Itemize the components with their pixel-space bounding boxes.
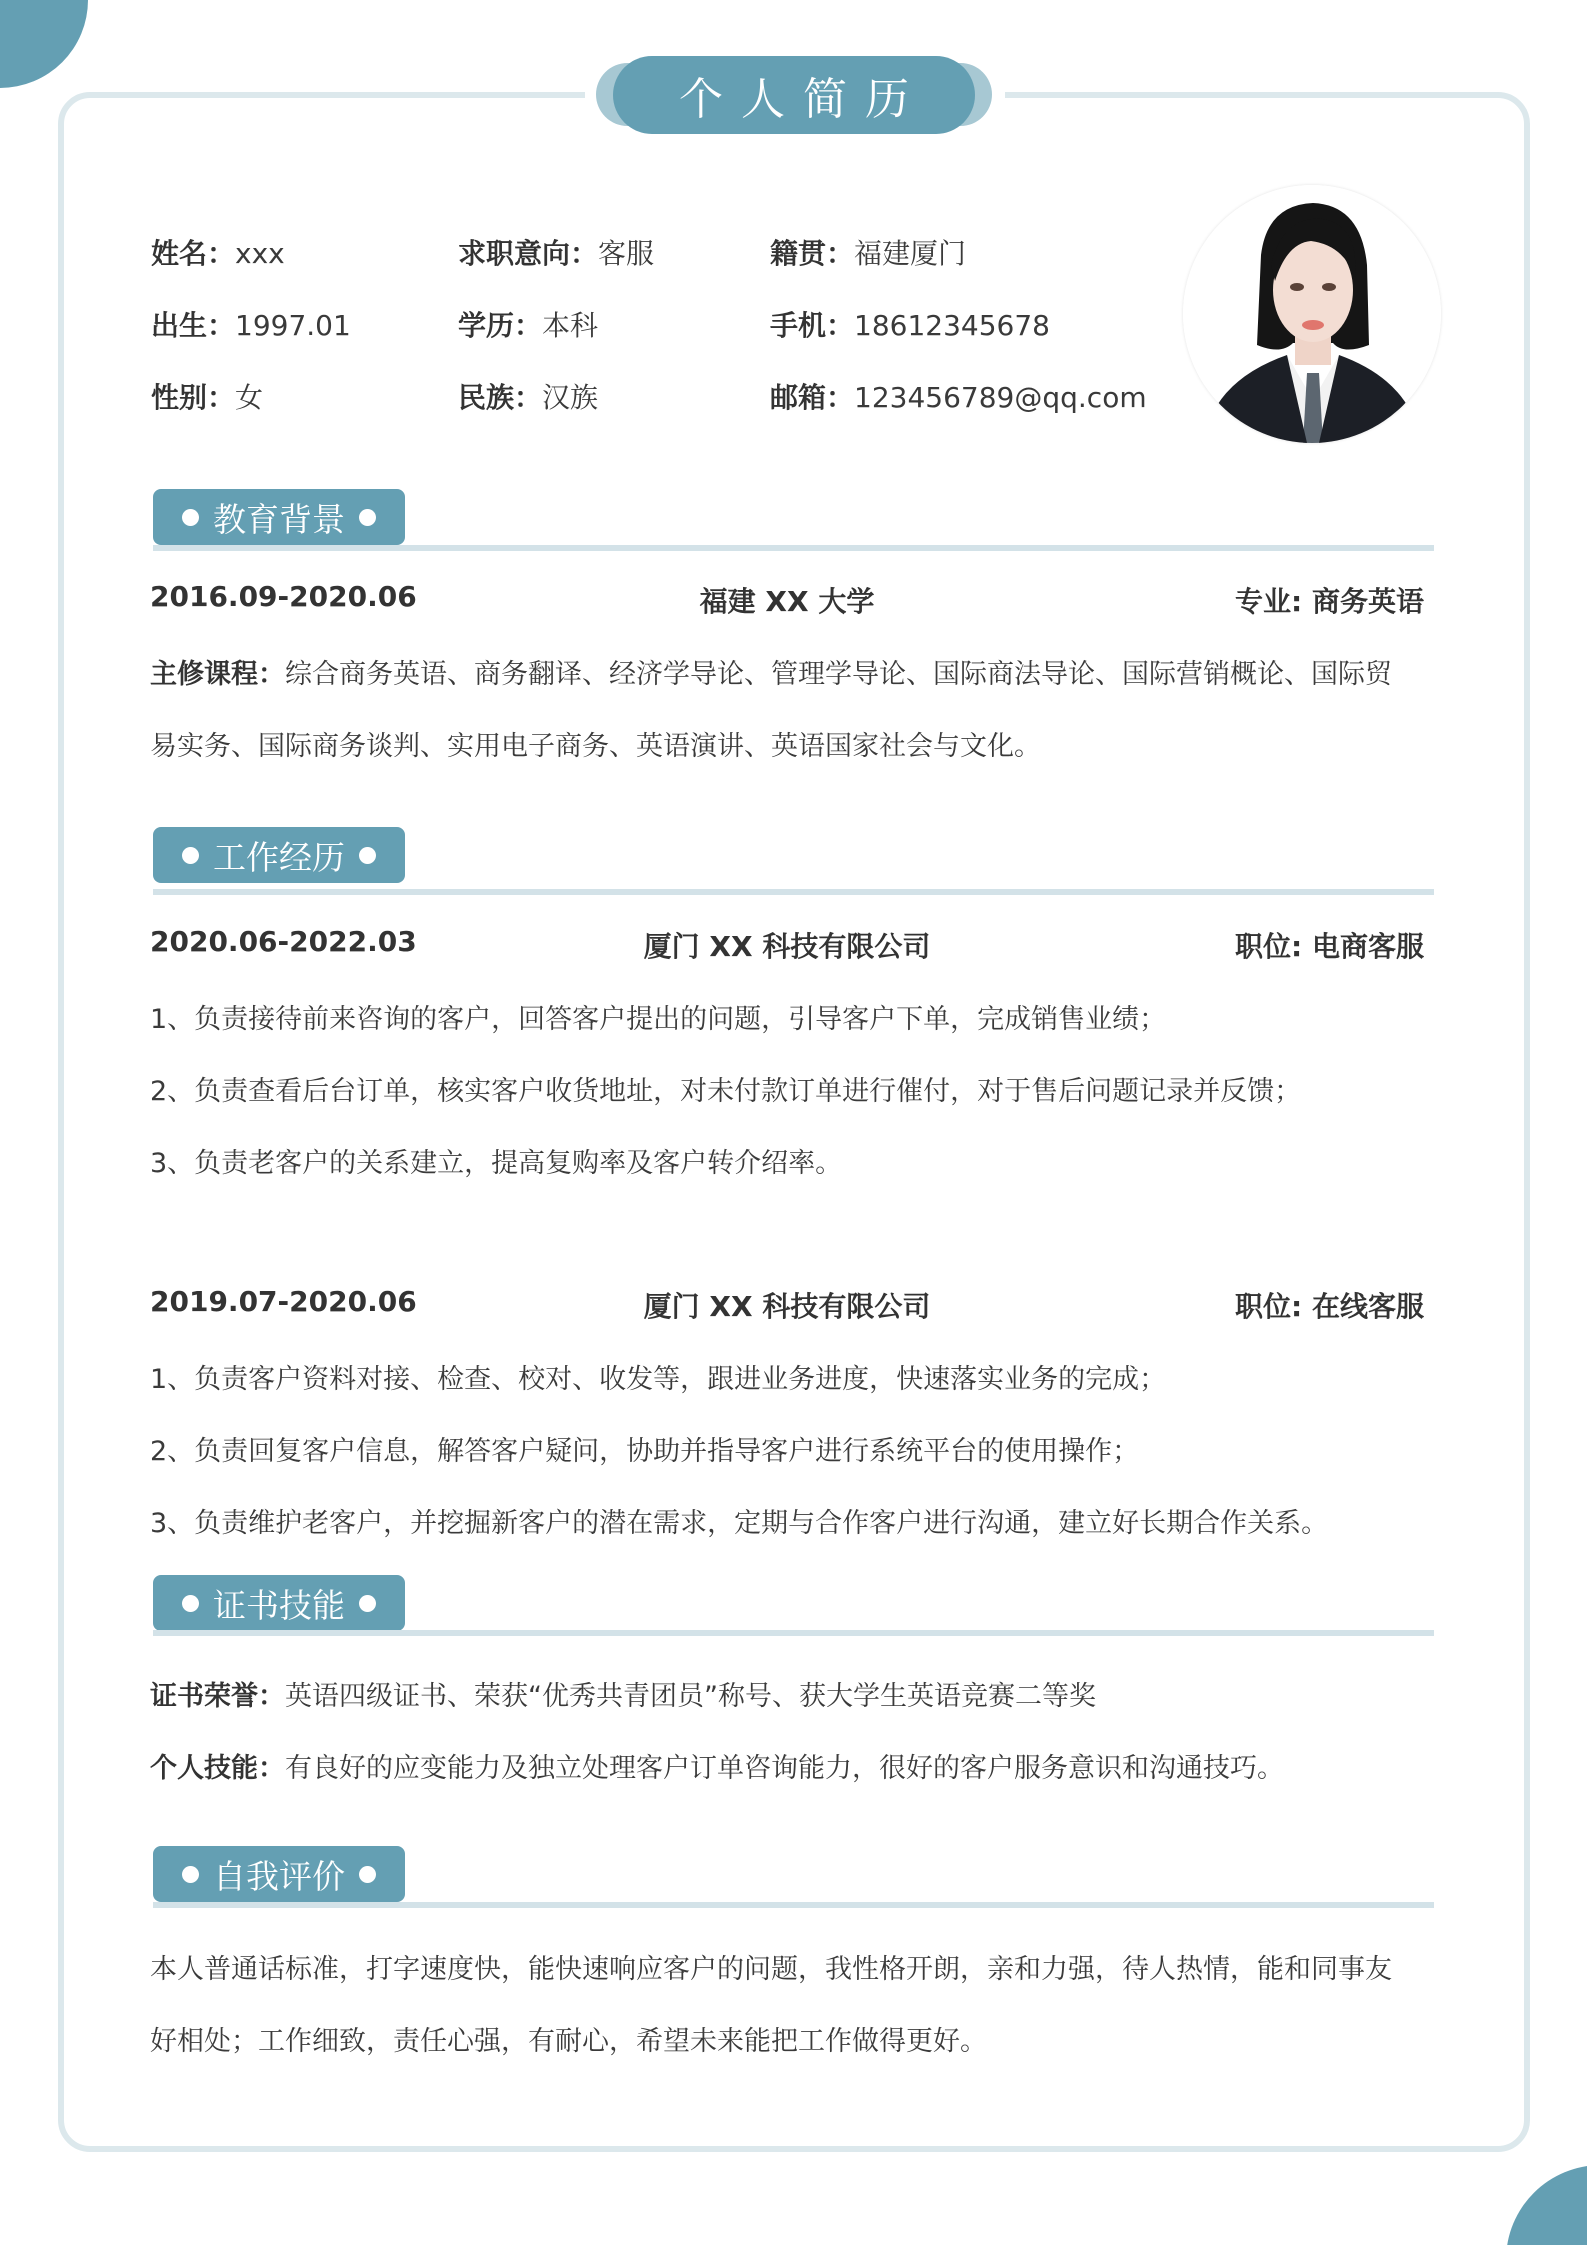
section-header-education [153, 489, 405, 545]
info-native-place [770, 232, 966, 272]
info-phone-value: 18612345678 [854, 309, 1050, 342]
education-row [150, 580, 1424, 620]
education-courses-label: 主修课程： [150, 659, 285, 690]
self-eval-line1: 本人普通话标准，打字速度快，能快速响应客户的问题，我性格开朗，亲和力强，待人热情，能和同事友 [150, 1954, 1392, 1985]
info-ethnicity-label: 民族： [458, 381, 543, 414]
info-job-intent [458, 232, 654, 272]
info-ethnicity-value: 汉族 [542, 381, 599, 414]
bullet-dot-icon [359, 847, 376, 864]
skills-personal-value: 有良好的应变能力及独立处理客户订单咨询能力，很好的客户服务意识和沟通技巧。 [285, 1753, 1284, 1784]
education-school: 福建 XX 大学 [699, 585, 875, 618]
education-period: 2016.09-2020.06 [150, 580, 417, 613]
work-job-1-duty: 3、负责老客户的关系建立，提高复购率及客户转介绍率。 [150, 1148, 843, 1179]
info-native-place-value: 福建厦门 [854, 237, 967, 270]
decorative-corner-circle-top-left [0, 0, 88, 88]
skills-personal [150, 1746, 1284, 1785]
section-header-self-eval [153, 1846, 405, 1902]
portrait-photo [1183, 185, 1441, 443]
section-divider [153, 1630, 1434, 1636]
section-header-work [153, 827, 405, 883]
skills-certificates-label: 证书荣誉： [150, 1681, 285, 1712]
work-job-1-period: 2020.06-2022.03 [150, 925, 417, 958]
work-job-2-period: 2019.07-2020.06 [150, 1285, 417, 1318]
work-job-1-position: 职位: 电商客服 [1235, 930, 1424, 963]
work-job-2-position: 职位: 在线客服 [1235, 1290, 1424, 1323]
work-job-2-company: 厦门 XX 科技有限公司 [643, 1290, 931, 1323]
work-job-2-duty: 3、负责维护老客户，并挖掘新客户的潜在需求，定期与合作客户进行沟通，建立好长期合作关系。 [150, 1508, 1329, 1539]
info-birth-value: 1997.01 [235, 309, 351, 342]
section-header-skills [153, 1575, 405, 1631]
info-email-label: 邮箱： [770, 381, 855, 414]
skills-certificates-value: 英语四级证书、荣获“优秀共青团员”称号、获大学生英语竞赛二等奖 [285, 1681, 1096, 1712]
work-job-2-row [150, 1285, 1424, 1325]
bullet-dot-icon [359, 509, 376, 526]
section-title-self-eval: 自我评价 [213, 1856, 345, 1896]
info-phone-label: 手机： [770, 309, 855, 342]
info-gender-value: 女 [235, 381, 264, 414]
work-job-2-duty: 2、负责回复客户信息，解答客户疑问，协助并指导客户进行系统平台的使用操作； [150, 1436, 1140, 1467]
section-title-skills: 证书技能 [213, 1585, 345, 1625]
work-job-1-company: 厦门 XX 科技有限公司 [643, 930, 931, 963]
education-courses-line1 [150, 652, 1392, 691]
info-education-label: 学历： [458, 309, 543, 342]
decorative-corner-circle-bottom-right [1506, 2165, 1587, 2245]
work-job-1-duty: 1、负责接待前来咨询的客户，回答客户提出的问题，引导客户下单，完成销售业绩； [150, 1004, 1167, 1035]
info-name-value: xxx [235, 237, 285, 270]
info-email-value: 123456789@qq.com [854, 381, 1147, 414]
skills-personal-label: 个人技能： [150, 1753, 285, 1784]
section-title-work: 工作经历 [213, 837, 345, 877]
work-job-1-duty: 2、负责查看后台订单，核实客户收货地址，对未付款订单进行催付，对于售后问题记录并反馈； [150, 1076, 1302, 1107]
section-divider [153, 1902, 1434, 1908]
section-divider [153, 545, 1434, 551]
bullet-dot-icon [182, 1595, 199, 1612]
bullet-dot-icon [359, 1595, 376, 1612]
bullet-dot-icon [359, 1866, 376, 1883]
info-job-intent-value: 客服 [598, 237, 655, 270]
info-birth-label: 出生： [151, 309, 236, 342]
info-phone [770, 304, 1050, 344]
info-name-label: 姓名： [151, 237, 236, 270]
info-name [151, 232, 285, 272]
bullet-dot-icon [182, 509, 199, 526]
education-courses-text1: 综合商务英语、商务翻译、经济学导论、管理学导论、国际商法导论、国际营销概论、国际贸 [285, 659, 1392, 690]
info-education-value: 本科 [542, 309, 599, 342]
education-courses-line2: 易实务、国际商务谈判、实用电子商务、英语演讲、英语国家社会与文化。 [150, 731, 1041, 762]
education-major: 专业: 商务英语 [1235, 585, 1424, 618]
info-gender-label: 性别： [151, 381, 236, 414]
section-divider [153, 889, 1434, 895]
skills-certificates [150, 1674, 1096, 1713]
work-job-2-duty: 1、负责客户资料对接、检查、校对、收发等，跟进业务进度，快速落实业务的完成； [150, 1364, 1167, 1395]
page-title: 个人简历 [613, 56, 975, 134]
self-eval-line2: 好相处；工作细致，责任心强，有耐心，希望未来能把工作做得更好。 [150, 2026, 987, 2057]
section-title-education: 教育背景 [213, 499, 345, 539]
info-email [770, 376, 1147, 416]
info-native-place-label: 籍贯： [770, 237, 855, 270]
info-birth [151, 304, 351, 344]
info-ethnicity [458, 376, 598, 416]
info-job-intent-label: 求职意向： [458, 237, 599, 270]
portrait-photo-icon [1183, 185, 1441, 443]
info-education [458, 304, 598, 344]
info-gender [151, 376, 263, 416]
bullet-dot-icon [182, 847, 199, 864]
work-job-1-row [150, 925, 1424, 965]
bullet-dot-icon [182, 1866, 199, 1883]
